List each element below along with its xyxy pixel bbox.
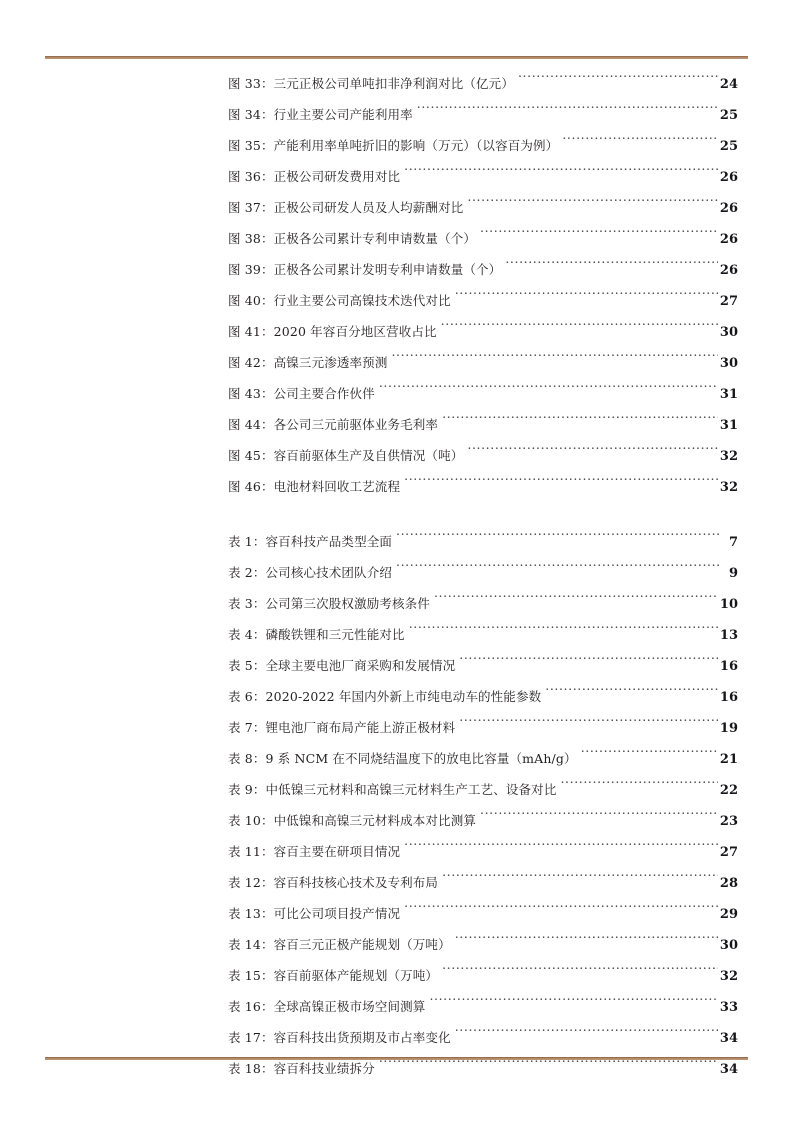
dot-leader bbox=[429, 995, 717, 1011]
figure-entry[interactable] bbox=[228, 347, 738, 378]
dot-leader bbox=[404, 475, 718, 491]
figure-entry[interactable] bbox=[228, 440, 738, 471]
dot-leader bbox=[467, 196, 718, 212]
figure-entry-page-number: 26 bbox=[719, 201, 738, 216]
dot-leader bbox=[518, 72, 718, 88]
figure-entry-page-number: 25 bbox=[719, 108, 738, 123]
figure-entry-page-number: 25 bbox=[719, 139, 738, 154]
dot-leader bbox=[480, 809, 718, 825]
dot-leader bbox=[467, 444, 718, 460]
figure-entry[interactable] bbox=[228, 130, 738, 161]
table-entry[interactable] bbox=[228, 743, 738, 774]
table-entry-page-number: 16 bbox=[719, 659, 738, 674]
table-entry[interactable] bbox=[228, 805, 738, 836]
table-entry-label: 表 17：容百科技出货预期及市占率变化 bbox=[228, 1030, 451, 1045]
table-entry-page-number: 34 bbox=[719, 1062, 738, 1077]
figure-entry[interactable] bbox=[228, 285, 738, 316]
table-entry-label: 表 7：锂电池厂商布局产能上游正极材料 bbox=[228, 720, 456, 735]
figure-entry[interactable] bbox=[228, 471, 738, 502]
figure-entry[interactable] bbox=[228, 161, 738, 192]
dot-leader bbox=[442, 413, 718, 429]
dot-leader bbox=[391, 351, 717, 367]
dot-leader bbox=[404, 902, 718, 918]
figure-entry[interactable] bbox=[228, 68, 738, 99]
table-entry-page-number: 10 bbox=[719, 597, 738, 612]
table-entry-page-number: 9 bbox=[728, 566, 738, 581]
table-entry-page-number: 34 bbox=[719, 1031, 738, 1046]
figure-entry-label: 图 44：各公司三元前驱体业务毛利率 bbox=[228, 417, 439, 432]
figure-entry-label: 图 40：行业主要公司高镍技术迭代对比 bbox=[228, 293, 451, 308]
table-entry[interactable] bbox=[228, 960, 738, 991]
dot-leader bbox=[396, 561, 719, 577]
table-entry-page-number: 30 bbox=[719, 938, 738, 953]
table-entry-label: 表 15：容百前驱体产能规划（万吨） bbox=[228, 968, 439, 983]
dot-leader bbox=[442, 964, 718, 980]
figure-entry[interactable] bbox=[228, 223, 738, 254]
dot-leader bbox=[434, 592, 718, 608]
figure-entry-label: 图 46：电池材料回收工艺流程 bbox=[228, 479, 401, 494]
figure-entry-page-number: 26 bbox=[719, 232, 738, 247]
dot-leader bbox=[545, 685, 718, 701]
table-entry-label: 表 6：2020-2022 年国内外新上市纯电动车的性能参数 bbox=[228, 689, 542, 704]
figure-entry[interactable] bbox=[228, 409, 738, 440]
table-entry-page-number: 16 bbox=[719, 690, 738, 705]
figure-entry-label: 图 33：三元正极公司单吨扣非净利润对比（亿元） bbox=[228, 76, 514, 91]
figure-entry-page-number: 26 bbox=[719, 263, 738, 278]
figure-entry-page-number: 32 bbox=[719, 480, 738, 495]
table-entry[interactable] bbox=[228, 836, 738, 867]
figure-entry-page-number: 32 bbox=[719, 449, 738, 464]
figure-entry[interactable] bbox=[228, 99, 738, 130]
table-entry-page-number: 27 bbox=[719, 845, 738, 860]
table-entry-page-number: 7 bbox=[728, 535, 738, 550]
table-entry[interactable] bbox=[228, 588, 738, 619]
figure-entry[interactable] bbox=[228, 316, 738, 347]
table-entry-label: 表 18：容百科技业绩拆分 bbox=[228, 1061, 375, 1076]
table-entry-page-number: 28 bbox=[719, 876, 738, 891]
figure-entry-label: 图 42：高镍三元渗透率预测 bbox=[228, 355, 388, 370]
figure-entry-label: 图 37：正极公司研发人员及人均薪酬对比 bbox=[228, 200, 464, 215]
table-entry[interactable] bbox=[228, 712, 738, 743]
figure-entry-page-number: 31 bbox=[719, 418, 738, 433]
table-entry[interactable] bbox=[228, 774, 738, 805]
dot-leader bbox=[459, 716, 718, 732]
dot-leader bbox=[441, 320, 718, 336]
dot-leader bbox=[442, 871, 718, 887]
table-entry-label: 表 3：公司第三次股权激励考核条件 bbox=[228, 596, 430, 611]
figure-entry-label: 图 38：正极各公司累计专利申请数量（个） bbox=[228, 231, 477, 246]
table-entry[interactable] bbox=[228, 557, 738, 588]
table-entry-page-number: 22 bbox=[719, 783, 738, 798]
table-entry[interactable] bbox=[228, 650, 738, 681]
table-entry-label: 表 9：中低镍三元材料和高镍三元材料生产工艺、设备对比 bbox=[228, 782, 557, 797]
table-entry-page-number: 21 bbox=[719, 752, 738, 767]
figure-entry[interactable] bbox=[228, 254, 738, 285]
figure-entry-label: 图 36：正极公司研发费用对比 bbox=[228, 169, 401, 184]
table-entry[interactable] bbox=[228, 991, 738, 1022]
dot-leader bbox=[417, 103, 718, 119]
figure-entry-label: 图 39：正极各公司累计发明专利申请数量（个） bbox=[228, 262, 502, 277]
dot-leader bbox=[581, 747, 718, 763]
figure-entry[interactable] bbox=[228, 192, 738, 223]
dot-leader bbox=[455, 933, 718, 949]
table-entry[interactable] bbox=[228, 1022, 738, 1053]
dot-leader bbox=[562, 134, 718, 150]
dot-leader bbox=[459, 654, 718, 670]
dot-leader bbox=[505, 258, 718, 274]
table-entry[interactable] bbox=[228, 898, 738, 929]
dot-leader bbox=[455, 1026, 718, 1042]
figure-entry-page-number: 30 bbox=[719, 356, 738, 371]
figure-list bbox=[228, 68, 738, 502]
page-bottom-rule bbox=[45, 1057, 748, 1060]
figure-entry[interactable] bbox=[228, 378, 738, 409]
table-entry-label: 表 1：容百科技产品类型全面 bbox=[228, 534, 393, 549]
figure-entry-label: 图 45：容百前驱体生产及自供情况（吨） bbox=[228, 448, 464, 463]
table-entry-label: 表 14：容百三元正极产能规划（万吨） bbox=[228, 937, 451, 952]
figure-entry-page-number: 24 bbox=[719, 77, 738, 92]
table-entry-label: 表 5：全球主要电池厂商采购和发展情况 bbox=[228, 658, 456, 673]
figure-entry-label: 图 41：2020 年容百分地区营收占比 bbox=[228, 324, 437, 339]
dot-leader bbox=[379, 382, 718, 398]
table-entry-label: 表 4：磷酸铁锂和三元性能对比 bbox=[228, 627, 405, 642]
table-entry[interactable] bbox=[228, 867, 738, 898]
table-entry-page-number: 29 bbox=[719, 907, 738, 922]
table-entry-label: 表 11：容百主要在研项目情况 bbox=[228, 844, 401, 859]
dot-leader bbox=[480, 227, 718, 243]
figure-entry-label: 图 43：公司主要合作伙伴 bbox=[228, 386, 375, 401]
table-entry-label: 表 13：可比公司项目投产情况 bbox=[228, 906, 401, 921]
table-list bbox=[228, 526, 738, 1084]
dot-leader bbox=[409, 623, 718, 639]
table-entry[interactable] bbox=[228, 526, 738, 557]
table-entry-page-number: 19 bbox=[719, 721, 738, 736]
figure-entry-page-number: 27 bbox=[719, 294, 738, 309]
table-entry-label: 表 2：公司核心技术团队介绍 bbox=[228, 565, 393, 580]
dot-leader bbox=[404, 165, 718, 181]
table-entry-page-number: 32 bbox=[719, 969, 738, 984]
table-entry[interactable] bbox=[228, 929, 738, 960]
table-entry-page-number: 23 bbox=[719, 814, 738, 829]
table-entry[interactable] bbox=[228, 619, 738, 650]
table-entry-label: 表 16：全球高镍正极市场空间测算 bbox=[228, 999, 426, 1014]
table-entry-page-number: 33 bbox=[719, 1000, 738, 1015]
figure-entry-page-number: 31 bbox=[719, 387, 738, 402]
dot-leader bbox=[560, 778, 717, 794]
table-entry-label: 表 12：容百科技核心技术及专利布局 bbox=[228, 875, 439, 890]
dot-leader bbox=[396, 530, 719, 546]
table-entry-page-number: 13 bbox=[719, 628, 738, 643]
figure-entry-page-number: 30 bbox=[719, 325, 738, 340]
figure-entry-label: 图 34：行业主要公司产能利用率 bbox=[228, 107, 413, 122]
dot-leader bbox=[404, 840, 718, 856]
table-entry-label: 表 10：中低镍和高镍三元材料成本对比测算 bbox=[228, 813, 477, 828]
table-entry[interactable] bbox=[228, 681, 738, 712]
page-top-rule bbox=[45, 56, 748, 59]
figure-entry-page-number: 26 bbox=[719, 170, 738, 185]
figure-entry-label: 图 35：产能利用率单吨折旧的影响（万元）（以容百为例） bbox=[228, 138, 559, 153]
table-entry-label: 表 8：9 系 NCM 在不同烧结温度下的放电比容量（mAh/g） bbox=[228, 751, 577, 766]
dot-leader bbox=[455, 289, 718, 305]
